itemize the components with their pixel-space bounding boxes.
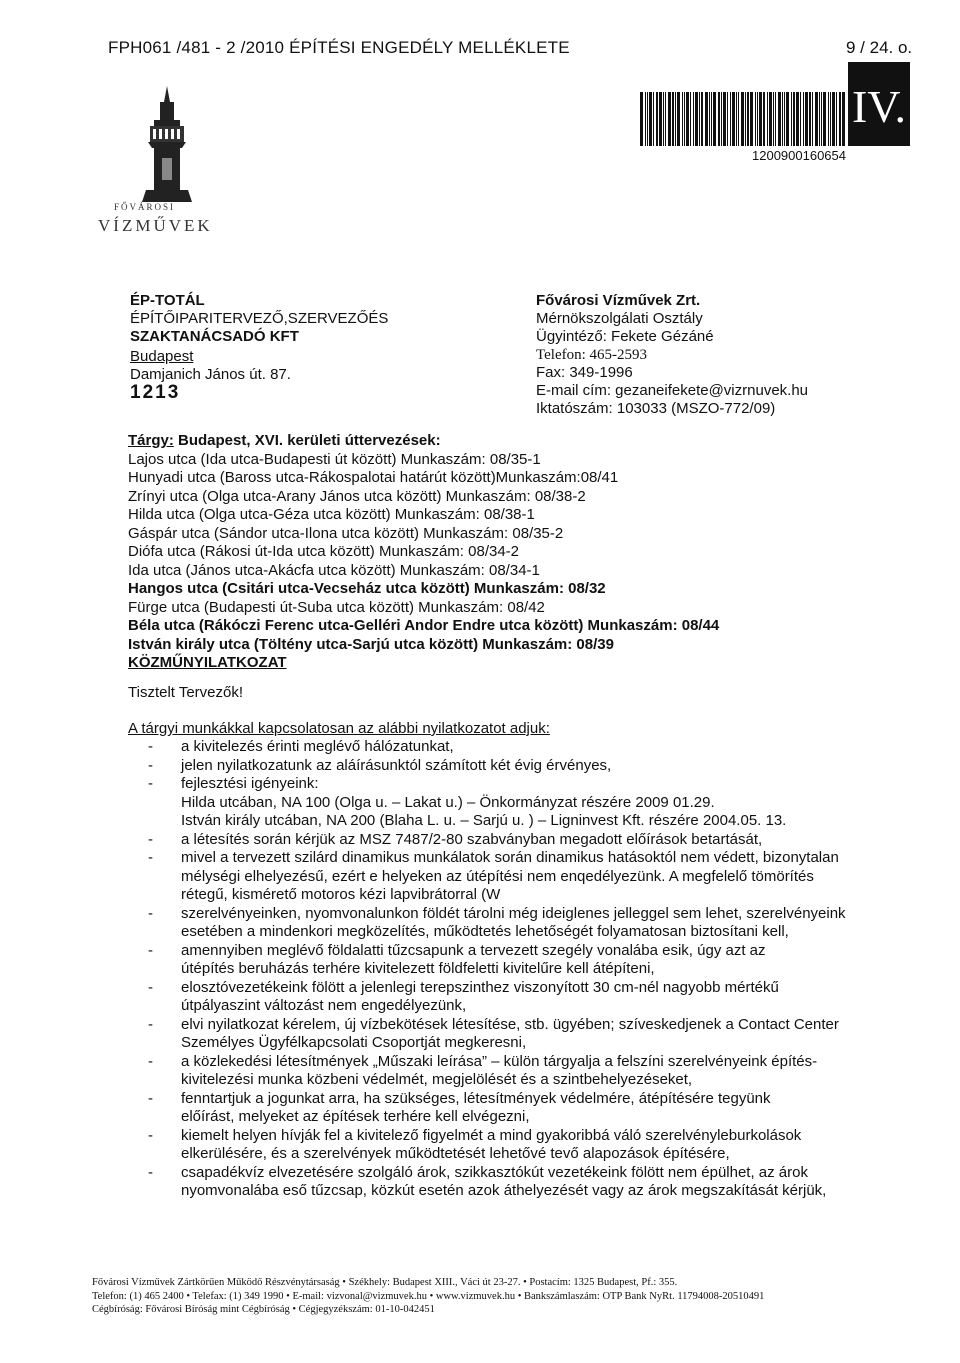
- barcode-bar: [759, 92, 762, 146]
- list-item: - mivel a tervezett szilárd dinamikus munkálatok során dinamikus hatásoktól nem védett, bizonytalan mélységi elhelyezésű, ezért e helyeken az útépítési nem enqedélyezünk. A megfelelő tömörítés rétegű, kismérető motoros kézi lapvibrátorral (W: [148, 849, 839, 903]
- barcode-bar: [713, 92, 716, 146]
- barcode-bar: [699, 92, 700, 146]
- barcode-bar: [757, 92, 758, 146]
- barcode-bar: [723, 92, 726, 146]
- recipient-name: ÉP-TOTÁL: [130, 292, 205, 309]
- barcode-bar: [767, 92, 768, 146]
- recipient-city: Budapest: [130, 348, 194, 365]
- barcode-bar: [705, 92, 708, 146]
- sender-dept: Mérnökszolgálati Osztály: [536, 310, 703, 327]
- company-logo: [98, 82, 240, 242]
- barcode-bar: [727, 92, 728, 146]
- barcode-bar: [695, 92, 698, 146]
- barcode-bar: [738, 92, 739, 146]
- list-item: - szerelvényeinken, nyomvonalunkon földét tárolni még ideiglenes jelleggel sem lehet, szerelvényeink esetében a mindenkori megközelítés, működtetés lehetőségét folyamatosan biztosítani kell,: [148, 904, 846, 940]
- list-item: - a létesítés során kérjük az MSZ 7487/2-80 szabványban megadott előírások betartását,: [148, 830, 763, 848]
- sender-company: Fővárosi Vízművek Zrt.: [536, 292, 701, 309]
- list-item: - kiemelt helyen hívják fel a kivitelező figyelmét a mind gyakoribbá váló szerelvényleburkolások elkerülésére, és a szerelvények működtetését lehetővé tevő alapozások építésére,: [148, 1126, 802, 1162]
- barcode-bar: [747, 92, 749, 146]
- barcode-bar: [830, 92, 831, 146]
- subject-item: István király utca (Töltény utca-Sarjú utca között) Munkaszám: 08/39: [128, 635, 614, 653]
- barcode-bar: [793, 92, 795, 146]
- barcode-bar: [649, 92, 652, 146]
- recipient-line2: ÉPÍTŐIPARITERVEZŐ,SZERVEZŐÉS: [130, 310, 389, 327]
- list-item: - jelen nyilatkozatunk az aláírásunktól számított két évig érvényes,: [148, 756, 612, 774]
- subject-item: Hilda utca (Olga utca-Géza utca között) Munkaszám: 08/38-1: [128, 506, 535, 523]
- barcode-bar: [836, 92, 837, 146]
- barcode-bar: [668, 92, 671, 146]
- barcode-bar: [732, 92, 735, 146]
- barcode-bar: [672, 92, 674, 146]
- barcode-bar: [690, 92, 691, 146]
- barcode-bar: [805, 92, 808, 146]
- page-number: 9 / 24. o.: [846, 38, 913, 57]
- intro-text: A tárgyi munkákkal kapcsolatosan az alábbi nyilatkozatot adjuk:: [128, 720, 550, 737]
- statement-list: [128, 738, 858, 1201]
- barcode-bar: [832, 92, 835, 146]
- list-item: - amennyiben meglévő földalatti tűzcsapunk a tervezett szegély vonalába esik, úgy azt az útépítés beruházás terhére kivitelezett földfeletti kivitelűre kell átépíteni,: [148, 941, 766, 977]
- recipient-line3: SZAKTANÁCSADÓ KFT: [130, 328, 299, 345]
- barcode-bar: [809, 92, 811, 146]
- subject-item: Ida utca (János utca-Akácfa utca között) Munkaszám: 08/34-1: [128, 561, 540, 579]
- logo-text-line2: VÍZMŰVEK: [98, 216, 213, 235]
- barcode-bar: [721, 92, 722, 146]
- subject-title: Budapest, XVI. kerületi úttervezések:: [178, 432, 441, 449]
- sender-fax: Fax: 349-1996: [536, 364, 633, 381]
- footer-line3: Cégbíróság: Fővárosi Bíróság mint Cégbíróság • Cégjegyzékszám: 01-10-042451: [92, 1304, 435, 1315]
- recipient-zip: 1213: [130, 382, 181, 403]
- footer: [92, 1276, 764, 1317]
- barcode-bar: [786, 92, 789, 146]
- barcode-bar: [647, 92, 648, 146]
- barcode-bar: [821, 92, 822, 146]
- subject-item: Hunyadi utca (Baross utca-Rákospalotai határút között)Munkaszám:08/41: [128, 469, 619, 486]
- barcode-bar: [775, 92, 776, 146]
- barcode-bar: [773, 92, 774, 146]
- subject-label: Tárgy:: [128, 432, 174, 449]
- list-item: - a kivitelezés érinti meglévő hálózatunkat,: [148, 738, 454, 755]
- barcode-bar: [675, 92, 676, 146]
- barcode-number: 1200900160654: [752, 148, 846, 163]
- subject-item: Lajos utca (Ida utca-Budapesti út között) Munkaszám: 08/35-1: [128, 450, 541, 468]
- barcode-bar: [778, 92, 781, 146]
- barcode-bar: [839, 92, 841, 146]
- list-item: - csapadékvíz elvezetésére szolgáló árok, szikkasztókút vezetékeink fölött nem épülhet, az árok nyomvonalába eső tűzcsap, közkút esetén azok áthelyezését vagy az árok megszakítását kérjük,: [148, 1163, 827, 1199]
- barcode-bar: [745, 92, 746, 146]
- barcode-bar: [819, 92, 820, 146]
- sender-email: E-mail cím: gezaneifekete@vizrnuvek.hu: [536, 382, 809, 399]
- document-header-title: FPH061 /481 - 2 /2010 ÉPÍTÉSI ENGEDÉLY MELLÉKLETE: [108, 38, 570, 57]
- barcode-bar: [823, 92, 826, 146]
- barcode-bar: [686, 92, 689, 146]
- barcode-bar: [645, 92, 646, 146]
- sender-block: [536, 292, 808, 418]
- barcode-bar: [653, 92, 654, 146]
- barcode-bar: [803, 92, 804, 146]
- list-item: - elvi nyilatkozat kérelem, új vízbekötések létesítése, stb. ügyében; szíveskedjenek a Contact Center Személyes Ügyfélkapcsolati Csoportját megkeresni,: [148, 1015, 839, 1051]
- barcode-bar: [640, 92, 643, 146]
- subject-item: Fürge utca (Budapesti út-Suba utca között) Munkaszám: 08/42: [128, 598, 545, 616]
- footer-line1: Fővárosi Vízművek Zártkörűen Működő Részvénytársaság • Székhely: Budapest XIII., Váci út 23-27. • Postacím: 1325 Budapest, Pf.: 355.: [92, 1277, 678, 1288]
- barcode-stamp: IV.: [851, 81, 907, 132]
- subject-item: Gáspár utca (Sándor utca-Ilona utca között) Munkaszám: 08/35-2: [128, 524, 564, 542]
- barcode-bar: [709, 92, 710, 146]
- barcode-bar: [741, 92, 744, 146]
- barcode-bar: [763, 92, 765, 146]
- barcode-bar: [791, 92, 792, 146]
- barcode-bar: [842, 92, 845, 146]
- sender-agent: Ügyintéző: Fekete Gézáné: [536, 328, 714, 345]
- barcode-bar: [693, 92, 694, 146]
- barcode-bar: [684, 92, 685, 146]
- list-item: - elosztóvezetékeink fölött a jelenlegi terepszinthez viszonyított 30 cm-nél nagyobb mértékű útpályaszint változást nem engedélyezünk,: [148, 978, 779, 1014]
- barcode-bar: [750, 92, 753, 146]
- list-item: - a közlekedési létesítmények „Műszaki leírása” – külön tárgyalja a felszíni szerelvényeink építés- kivitelezési munka közbeni védelmét, megjelölését és a szintbehelyezéseket,: [148, 1052, 818, 1088]
- barcode-bar: [782, 92, 783, 146]
- sender-phone: Telefon: 465-2593: [536, 347, 648, 363]
- barcode-bar: [701, 92, 703, 146]
- barcode-bar: [730, 92, 731, 146]
- sender-ref: Iktatószám: 103033 (MSZO-772/09): [536, 400, 776, 417]
- subject-item: Zrínyi utca (Olga utca-Arany János utca között) Munkaszám: 08/38-2: [128, 487, 586, 505]
- barcode-bar: [736, 92, 737, 146]
- subject-item: Hangos utca (Csitári utca-Vecseház utca között) Munkaszám: 08/32: [128, 580, 606, 597]
- list-item: - fejlesztési igényeink: Hilda utcában, NA 100 (Olga u. – Lakat u.) – Önkormányzat részére 2009 01.29. István király utcában, NA 200 (Blaha L. u. – Sarjú u. ) – Ligninvest Kft. részére 2004.05. 13.: [148, 775, 787, 829]
- barcode-bar: [800, 92, 801, 146]
- barcode-bar: [682, 92, 683, 146]
- barcode-bar: [796, 92, 799, 146]
- barcode-bar: [755, 92, 756, 146]
- barcode-bar: [663, 92, 664, 146]
- barcode-bar: [677, 92, 680, 146]
- barcode-bar: [812, 92, 813, 146]
- recipient-street: Damjanich János út. 87.: [130, 366, 291, 383]
- barcode-bar: [665, 92, 666, 146]
- barcode-bar: [828, 92, 829, 146]
- subject-item: Béla utca (Rákóczi Ferenc utca-Gelléri Andor Endre utca között) Munkaszám: 08/44: [128, 617, 720, 634]
- document-type: KÖZMŰNYILATKOZAT: [128, 654, 287, 671]
- recipient-address: [130, 292, 388, 402]
- greeting: Tisztelt Tervezők!: [128, 684, 244, 701]
- subject-block: [128, 432, 719, 673]
- footer-line2: Telefon: (1) 465 2400 • Telefax: (1) 349 1990 • E-mail: vizvonal@vizmuvek.hu • www.vizmuvek.hu • Bankszámlaszám: OTP Bank NyRt. 11794008-20510491: [92, 1290, 765, 1302]
- subject-item: Diófa utca (Rákosi út-Ida utca között) Munkaszám: 08/34-2: [128, 543, 520, 560]
- barcode-bar: [659, 92, 662, 146]
- barcode-bar: [718, 92, 720, 146]
- list-item: - fenntartjuk a jogunkat arra, ha szükséges, létesítmények védelmére, átépítésére tegyünk előírást, melyeket az építések terhére kell elvégezni,: [148, 1089, 771, 1125]
- barcode-bar: [656, 92, 658, 146]
- barcode-bar: [711, 92, 712, 146]
- logo-text-line1: FŐVÁROSI: [114, 202, 176, 212]
- barcode-bar: [815, 92, 818, 146]
- barcode-bar: [784, 92, 785, 146]
- barcode: [620, 62, 910, 146]
- barcode-bar: [769, 92, 772, 146]
